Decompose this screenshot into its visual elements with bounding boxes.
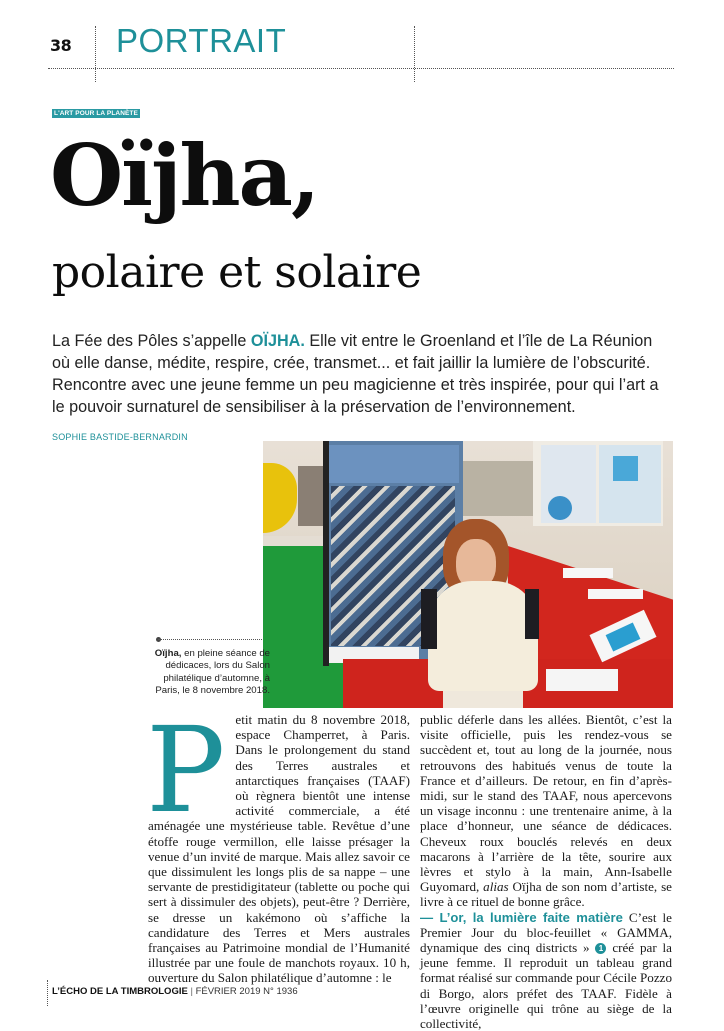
section-title: PORTRAIT xyxy=(116,22,287,59)
standfirst-text-2: Elle vit entre le Groenland et l’île de La Réunion où elle danse, médite, respire, crée, transmet... et fait jaillir la lumière de l’obscurité. Rencontre avec une jeune femme un peu magicienne et très inspirée, pour qui l’art a le pouvoir surnaturel de sensibiliser à la préservation de l’environnement. xyxy=(52,332,659,416)
header-divider-left xyxy=(95,26,96,82)
drop-cap: P xyxy=(146,701,226,839)
figure-marker-icon: 1 xyxy=(595,943,606,954)
caption-text: en pleine séance de dédicaces, lors du Salon philatélique d’automne, à Paris, le 8 novembre 2018. xyxy=(155,648,270,697)
standfirst xyxy=(52,330,672,418)
article-column-1 xyxy=(146,701,410,986)
page-number: 38 xyxy=(50,36,72,55)
headline-sub: polaire et solaire xyxy=(52,247,422,298)
article-photo xyxy=(263,441,673,708)
photo-caption xyxy=(142,648,270,698)
publication-name: L’ÉCHO DE LA TIMBROLOGIE xyxy=(52,986,188,997)
caption-leader-line xyxy=(158,639,262,640)
header-divider-right xyxy=(414,26,415,82)
kicker-tag: L'ART POUR LA PLANÈTE xyxy=(54,110,138,117)
standfirst-text: La Fée des Pôles s’appelle xyxy=(52,332,251,350)
alias-italic: alias xyxy=(483,879,509,895)
article-column-2 xyxy=(420,712,672,1031)
header-rule xyxy=(48,68,674,69)
column-2-text-cont: Oïjha de son nom d’artiste, se livre à ce rituel de bonne grâce. xyxy=(420,879,672,910)
column-2-para2-cont: créé par la jeune femme. Il reproduit un tableau grand format réalisé sur commande pour Cécile Pozzo di Borgo, alors préfet des TAAF. Fidèle à l’œuvre originelle qui trône au siège de la collectivité, xyxy=(420,940,672,1031)
headline-main: Oïjha, xyxy=(50,126,319,225)
column-1-text: etit matin du 8 novembre 2018, espace Champerret, à Paris. Dans le prolongement du stand des Terres australes et antarctiques françaises (TAAF) où règnera bientôt une intense activité commerciale, a été aménagée une mystérieuse table. Revêtue d’une étoffe rouge vermillon, elle laisse présager la venue d’un invité de marque. Mais allez savoir ce que dissimulent les longs plis de sa nappe – une servante de prestidigitateur (tablette ou poche qui sert à dissimuler des objets), peut-être ? Derrière, se dresse un kakémono où s’affiche la candidature des Terres et Mers australes françaises au Patrimoine mondial de l’Humanité illustrée par une foule de manchots royaux. 10 h, ouverture du Salon philatélique d’automne : le xyxy=(148,712,410,986)
byline: SOPHIE BASTIDE-BERNARDIN xyxy=(52,432,188,442)
footer xyxy=(52,986,298,997)
standfirst-name: OÏJHA. xyxy=(250,332,305,350)
footer-separator: | xyxy=(190,986,193,997)
footer-divider xyxy=(47,980,48,1006)
subheading: — L’or, la lumière faite matière xyxy=(420,909,623,925)
column-2-para2: C’est le Premier Jour du bloc-feuillet « GAMMA, dynamique des cinq districts » xyxy=(420,909,672,956)
column-2-text: public déferle dans les allées. Bientôt, c’est la visite officielle, puis les rendez-vous se succèdent et, tout au long de la journée, nous retrouvons des habitués venus de toute la France et d’ailleurs. De retour, en fin d’après-midi, sur le stand des TAAF, nous apercevons un visage inconnu : une trentenaire anime, à la place d’honneur, une séance de dédicaces. Cheveux roux bouclés relevés en deux macarons à l’arrière de la tête, sourire aux lèvres et stylo à la main, Ann-Isabelle Guyomard, xyxy=(420,712,672,895)
issue-info: FÉVRIER 2019 N° 1936 xyxy=(195,986,298,997)
caption-name: Oïjha, xyxy=(154,648,182,659)
